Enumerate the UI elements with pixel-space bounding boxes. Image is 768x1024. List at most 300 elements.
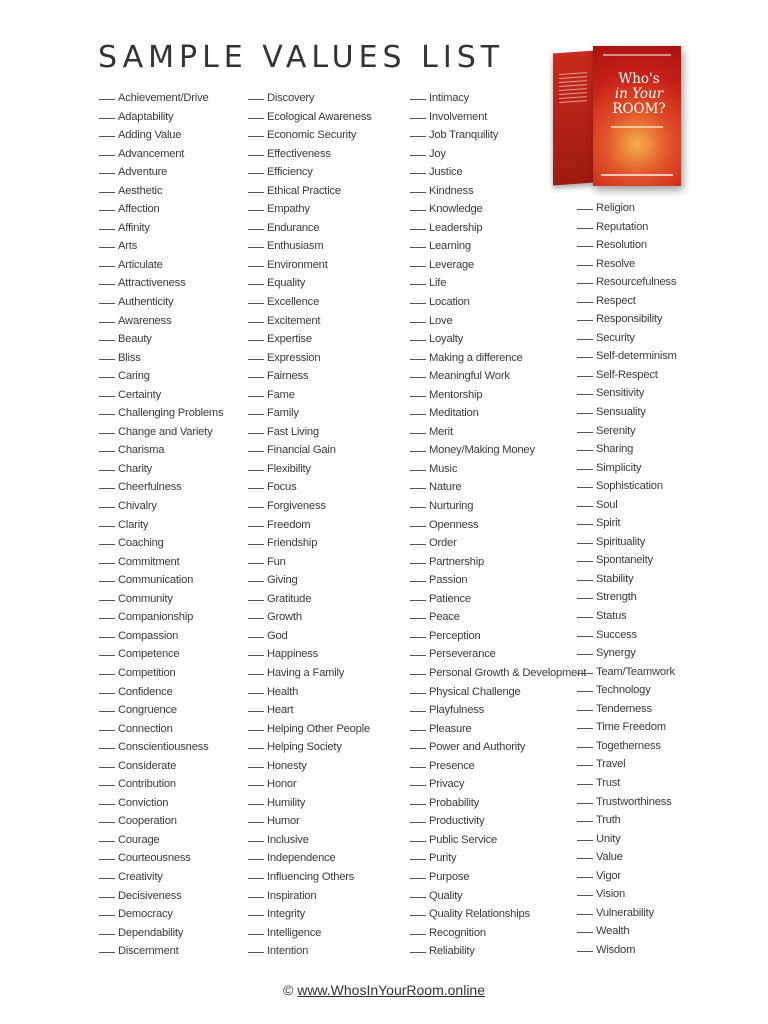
fill-in-blank[interactable]: [410, 821, 426, 823]
fill-in-blank[interactable]: [248, 432, 264, 434]
fill-in-blank[interactable]: [410, 803, 426, 805]
fill-in-blank[interactable]: [577, 560, 593, 562]
value-item: [577, 310, 677, 329]
fill-in-blank[interactable]: [99, 191, 115, 193]
value-item: [99, 645, 223, 664]
fill-in-blank[interactable]: [577, 356, 593, 358]
value-label: Creativity: [118, 870, 163, 883]
fill-in-blank[interactable]: [410, 154, 426, 156]
fill-in-blank[interactable]: [248, 580, 264, 582]
fill-in-blank[interactable]: [410, 840, 426, 842]
fill-in-blank[interactable]: [410, 450, 426, 452]
fill-in-blank[interactable]: [99, 525, 115, 527]
values-column-2: [248, 89, 372, 961]
fill-in-blank[interactable]: [248, 803, 264, 805]
value-item: [410, 534, 586, 553]
fill-in-blank[interactable]: [577, 412, 593, 414]
value-label: Religion: [596, 202, 635, 214]
fill-in-blank[interactable]: [248, 487, 264, 489]
fill-in-blank[interactable]: [248, 135, 264, 137]
fill-in-blank[interactable]: [577, 616, 593, 618]
fill-in-blank[interactable]: [248, 858, 264, 860]
fill-in-blank[interactable]: [577, 449, 593, 451]
value-item: [410, 145, 586, 164]
fill-in-blank[interactable]: [577, 709, 593, 711]
fill-in-blank[interactable]: [410, 506, 426, 508]
value-item: [99, 497, 223, 516]
fill-in-blank[interactable]: [99, 450, 115, 452]
fill-in-blank[interactable]: [99, 487, 115, 489]
value-label: Security: [596, 331, 635, 344]
fill-in-blank[interactable]: [248, 766, 264, 768]
value-label: Aesthetic: [118, 184, 163, 197]
value-item: [577, 403, 677, 422]
fill-in-blank[interactable]: [99, 599, 115, 601]
fill-in-blank[interactable]: [577, 746, 593, 748]
fill-in-blank[interactable]: [248, 729, 264, 731]
fill-in-blank[interactable]: [410, 172, 426, 174]
book-title-line: in Your: [614, 86, 664, 102]
fill-in-blank[interactable]: [248, 951, 264, 953]
fill-in-blank[interactable]: [577, 301, 593, 303]
fill-in-blank[interactable]: [248, 209, 264, 211]
value-item: [99, 404, 223, 423]
fill-in-blank[interactable]: [577, 690, 593, 692]
fill-in-blank[interactable]: [99, 710, 115, 712]
value-item: [99, 849, 223, 868]
fill-in-blank[interactable]: [410, 858, 426, 860]
value-label: Awareness: [118, 314, 172, 327]
fill-in-blank[interactable]: [248, 821, 264, 823]
value-label: Family: [267, 407, 299, 420]
value-item: [410, 219, 586, 238]
value-label: Dependability: [118, 926, 184, 939]
fill-in-blank[interactable]: [248, 302, 264, 304]
value-label: Integrity: [267, 908, 305, 921]
fill-in-blank[interactable]: [577, 227, 593, 229]
value-label: Mentorship: [429, 388, 483, 401]
value-item: [577, 848, 677, 867]
fill-in-blank[interactable]: [99, 265, 115, 267]
value-label: Discernment: [118, 945, 179, 958]
value-label: Money/Making Money: [429, 444, 535, 457]
fill-in-blank[interactable]: [248, 339, 264, 341]
value-label: Expertise: [267, 333, 312, 346]
fill-in-blank[interactable]: [410, 710, 426, 712]
fill-in-blank[interactable]: [99, 784, 115, 786]
fill-in-blank[interactable]: [577, 264, 593, 266]
fill-in-blank[interactable]: [577, 431, 593, 433]
value-item: [410, 757, 586, 776]
value-item: [577, 830, 677, 849]
value-item: [577, 718, 677, 737]
fill-in-blank[interactable]: [99, 580, 115, 582]
fill-in-blank[interactable]: [410, 246, 426, 248]
fill-in-blank[interactable]: [99, 896, 115, 898]
fill-in-blank[interactable]: [248, 617, 264, 619]
fill-in-blank[interactable]: [248, 543, 264, 545]
fill-in-blank[interactable]: [99, 246, 115, 248]
value-label: Time Freedom: [596, 721, 666, 734]
value-item: [577, 477, 677, 496]
fill-in-blank[interactable]: [99, 154, 115, 156]
fill-in-blank[interactable]: [248, 506, 264, 508]
value-item: [248, 516, 372, 535]
fill-in-blank[interactable]: [248, 599, 264, 601]
fill-in-blank[interactable]: [99, 803, 115, 805]
fill-in-blank[interactable]: [577, 913, 593, 915]
fill-in-blank[interactable]: [248, 896, 264, 898]
value-label: Tenderness: [596, 702, 652, 715]
fill-in-blank[interactable]: [248, 228, 264, 230]
fill-in-blank[interactable]: [410, 673, 426, 675]
value-label: Peace: [429, 611, 460, 624]
fill-in-blank[interactable]: [99, 673, 115, 675]
fill-in-blank[interactable]: [99, 228, 115, 230]
value-label: Spontaneity: [596, 554, 653, 567]
fill-in-blank[interactable]: [577, 783, 593, 785]
value-item: [410, 293, 586, 312]
value-item: [410, 274, 586, 293]
fill-in-blank[interactable]: [248, 395, 264, 397]
fill-in-blank[interactable]: [577, 319, 593, 321]
fill-in-blank[interactable]: [99, 302, 115, 304]
fill-in-blank[interactable]: [410, 283, 426, 285]
fill-in-blank[interactable]: [99, 358, 115, 360]
fill-in-blank[interactable]: [99, 858, 115, 860]
fill-in-blank[interactable]: [410, 413, 426, 415]
fill-in-blank[interactable]: [99, 135, 115, 137]
value-item: [410, 367, 586, 386]
fill-in-blank[interactable]: [410, 117, 426, 119]
fill-in-blank[interactable]: [99, 339, 115, 341]
fill-in-blank[interactable]: [99, 766, 115, 768]
fill-in-blank[interactable]: [410, 580, 426, 582]
value-item: [248, 145, 372, 164]
fill-in-blank[interactable]: [577, 393, 593, 395]
fill-in-blank[interactable]: [577, 894, 593, 896]
value-label: Competition: [118, 666, 176, 679]
fill-in-blank[interactable]: [577, 931, 593, 933]
value-label: Job Tranquility: [429, 129, 499, 142]
fill-in-blank[interactable]: [577, 282, 593, 284]
fill-in-blank[interactable]: [248, 654, 264, 656]
fill-in-blank[interactable]: [577, 820, 593, 822]
value-label: Inclusive: [267, 833, 309, 846]
value-item: [577, 885, 677, 904]
fill-in-blank[interactable]: [99, 395, 115, 397]
value-label: Articulate: [118, 258, 163, 271]
value-item: [577, 384, 677, 403]
fill-in-blank[interactable]: [99, 617, 115, 619]
fill-in-blank[interactable]: [248, 673, 264, 675]
fill-in-blank[interactable]: [99, 933, 115, 935]
fill-in-blank[interactable]: [410, 636, 426, 638]
fill-in-blank[interactable]: [248, 358, 264, 360]
fill-in-blank[interactable]: [410, 877, 426, 879]
fill-in-blank[interactable]: [248, 840, 264, 842]
value-label: Fast Living: [267, 425, 319, 438]
value-label: Intention: [267, 945, 309, 958]
value-item: [99, 775, 223, 794]
fill-in-blank[interactable]: [99, 321, 115, 323]
fill-in-blank[interactable]: [99, 914, 115, 916]
fill-in-blank[interactable]: [410, 135, 426, 137]
fill-in-blank[interactable]: [577, 208, 593, 210]
fill-in-blank[interactable]: [410, 914, 426, 916]
fill-in-blank[interactable]: [577, 542, 593, 544]
value-label: Certainty: [118, 388, 161, 401]
value-label: Compassion: [118, 629, 179, 642]
fill-in-blank[interactable]: [577, 523, 593, 525]
fill-in-blank[interactable]: [248, 692, 264, 694]
fill-in-blank[interactable]: [577, 653, 593, 655]
value-label: Beauty: [118, 333, 152, 346]
fill-in-blank[interactable]: [410, 98, 426, 100]
value-item: [248, 349, 372, 368]
value-label: Vision: [596, 888, 626, 901]
fill-in-blank[interactable]: [99, 877, 115, 879]
fill-in-blank[interactable]: [248, 154, 264, 156]
fill-in-blank[interactable]: [410, 933, 426, 935]
fill-in-blank[interactable]: [99, 692, 115, 694]
value-item: [410, 887, 586, 906]
value-label: Enthusiasm: [267, 240, 324, 253]
fill-in-blank[interactable]: [410, 191, 426, 193]
fill-in-blank[interactable]: [410, 432, 426, 434]
fill-in-blank[interactable]: [99, 747, 115, 749]
value-label: Conviction: [118, 796, 169, 809]
fill-in-blank[interactable]: [410, 209, 426, 211]
value-item: [248, 701, 372, 720]
fill-in-blank[interactable]: [410, 692, 426, 694]
value-item: [248, 293, 372, 312]
fill-in-blank[interactable]: [99, 283, 115, 285]
fill-in-blank[interactable]: [577, 764, 593, 766]
fill-in-blank[interactable]: [410, 376, 426, 378]
fill-in-blank[interactable]: [577, 579, 593, 581]
fill-in-blank[interactable]: [99, 543, 115, 545]
fill-in-blank[interactable]: [577, 505, 593, 507]
fill-in-blank[interactable]: [248, 450, 264, 452]
value-item: [248, 274, 372, 293]
value-item: [99, 516, 223, 535]
fill-in-blank[interactable]: [410, 265, 426, 267]
value-label: Adventure: [118, 166, 168, 179]
value-label: Loyalty: [429, 333, 464, 346]
value-label: Pleasure: [429, 722, 472, 735]
fill-in-blank[interactable]: [248, 933, 264, 935]
website-link[interactable]: www.WhosInYourRoom.online: [297, 982, 485, 998]
value-item: [410, 868, 586, 887]
fill-in-blank[interactable]: [99, 432, 115, 434]
value-item: [248, 608, 372, 627]
value-label: Discovery: [267, 92, 315, 104]
value-item: [410, 460, 586, 479]
fill-in-blank[interactable]: [410, 469, 426, 471]
value-label: Quality: [429, 889, 463, 902]
fill-in-blank[interactable]: [99, 729, 115, 731]
fill-in-blank[interactable]: [577, 468, 593, 470]
fill-in-blank[interactable]: [410, 525, 426, 527]
fill-in-blank[interactable]: [99, 376, 115, 378]
value-label: Congruence: [118, 704, 177, 717]
fill-in-blank[interactable]: [99, 562, 115, 564]
value-item: [410, 812, 586, 831]
value-label: Communication: [118, 574, 194, 587]
fill-in-blank[interactable]: [248, 265, 264, 267]
fill-in-blank[interactable]: [99, 821, 115, 823]
fill-in-blank[interactable]: [248, 321, 264, 323]
value-item: [99, 627, 223, 646]
value-label: Expression: [267, 351, 321, 364]
fill-in-blank[interactable]: [248, 562, 264, 564]
value-item: [577, 199, 677, 218]
fill-in-blank[interactable]: [577, 857, 593, 859]
fill-in-blank[interactable]: [248, 710, 264, 712]
fill-in-blank[interactable]: [99, 951, 115, 953]
copyright-symbol: ©: [282, 982, 294, 998]
value-item: [248, 89, 372, 108]
fill-in-blank[interactable]: [410, 896, 426, 898]
value-label: Flexibility: [267, 462, 311, 475]
fill-in-blank[interactable]: [577, 635, 593, 637]
value-label: Resolve: [596, 257, 636, 270]
fill-in-blank[interactable]: [248, 283, 264, 285]
fill-in-blank[interactable]: [99, 840, 115, 842]
fill-in-blank[interactable]: [577, 338, 593, 340]
value-item: [99, 108, 223, 127]
fill-in-blank[interactable]: [410, 747, 426, 749]
value-item: [248, 441, 372, 460]
value-label: Patience: [429, 592, 471, 605]
value-item: [248, 460, 372, 479]
fill-in-blank[interactable]: [577, 375, 593, 377]
fill-in-blank[interactable]: [577, 802, 593, 804]
fill-in-blank[interactable]: [577, 245, 593, 247]
fill-in-blank[interactable]: [410, 784, 426, 786]
fill-in-blank[interactable]: [410, 654, 426, 656]
fill-in-blank[interactable]: [248, 469, 264, 471]
fill-in-blank[interactable]: [99, 117, 115, 119]
value-label: Joy: [429, 147, 446, 160]
fill-in-blank[interactable]: [410, 951, 426, 953]
fill-in-blank[interactable]: [410, 395, 426, 397]
value-item: [577, 236, 677, 255]
value-item: [99, 664, 223, 683]
value-item: [248, 924, 372, 943]
fill-in-blank[interactable]: [99, 209, 115, 211]
fill-in-blank[interactable]: [410, 321, 426, 323]
fill-in-blank[interactable]: [248, 784, 264, 786]
value-item: [577, 533, 677, 552]
value-label: Contribution: [118, 778, 176, 791]
value-label: Nature: [429, 481, 462, 494]
value-label: Serenity: [596, 424, 636, 437]
fill-in-blank[interactable]: [99, 506, 115, 508]
fill-in-blank[interactable]: [410, 543, 426, 545]
fill-in-blank[interactable]: [410, 302, 426, 304]
value-label: Openness: [429, 518, 479, 531]
value-label: Chivalry: [118, 500, 157, 513]
fill-in-blank[interactable]: [248, 413, 264, 415]
value-item: [99, 386, 223, 405]
fill-in-blank[interactable]: [99, 98, 115, 100]
fill-in-blank[interactable]: [99, 172, 115, 174]
value-label: Gratitude: [267, 592, 312, 605]
fill-in-blank[interactable]: [248, 877, 264, 879]
value-item: [248, 423, 372, 442]
fill-in-blank[interactable]: [248, 914, 264, 916]
value-label: Democracy: [118, 908, 173, 921]
fill-in-blank[interactable]: [248, 117, 264, 119]
fill-in-blank[interactable]: [577, 876, 593, 878]
value-item: [410, 200, 586, 219]
value-item: [577, 941, 677, 960]
fill-in-blank[interactable]: [248, 98, 264, 100]
fill-in-blank[interactable]: [410, 339, 426, 341]
fill-in-blank[interactable]: [410, 599, 426, 601]
fill-in-blank[interactable]: [577, 950, 593, 952]
fill-in-blank[interactable]: [99, 654, 115, 656]
value-item: [99, 312, 223, 331]
value-item: [248, 645, 372, 664]
value-label: Probability: [429, 796, 480, 809]
fill-in-blank[interactable]: [99, 636, 115, 638]
value-item: [248, 775, 372, 794]
fill-in-blank[interactable]: [577, 727, 593, 729]
fill-in-blank[interactable]: [410, 766, 426, 768]
fill-in-blank[interactable]: [410, 228, 426, 230]
fill-in-blank[interactable]: [99, 413, 115, 415]
fill-in-blank[interactable]: [410, 729, 426, 731]
value-item: [99, 905, 223, 924]
value-label: Humor: [267, 815, 300, 828]
value-label: Technology: [596, 684, 651, 697]
fill-in-blank[interactable]: [577, 486, 593, 488]
value-label: Respect: [596, 294, 636, 307]
value-item: [410, 608, 586, 627]
value-label: Presence: [429, 759, 475, 772]
fill-in-blank[interactable]: [410, 487, 426, 489]
value-label: Playfulness: [429, 704, 485, 717]
value-item: [248, 312, 372, 331]
fill-in-blank[interactable]: [248, 172, 264, 174]
value-label: Giving: [267, 574, 298, 587]
fill-in-blank[interactable]: [99, 469, 115, 471]
fill-in-blank[interactable]: [410, 617, 426, 619]
value-label: Making a difference: [429, 351, 523, 364]
value-label: Order: [429, 537, 457, 550]
value-item: [577, 737, 677, 756]
fill-in-blank[interactable]: [248, 525, 264, 527]
fill-in-blank[interactable]: [248, 747, 264, 749]
value-item: [99, 460, 223, 479]
value-item: [410, 905, 586, 924]
value-item: [99, 812, 223, 831]
fill-in-blank[interactable]: [577, 839, 593, 841]
fill-in-blank[interactable]: [577, 672, 593, 674]
fill-in-blank[interactable]: [248, 636, 264, 638]
value-label: Influencing Others: [267, 870, 355, 883]
fill-in-blank[interactable]: [410, 358, 426, 360]
fill-in-blank[interactable]: [577, 597, 593, 599]
fill-in-blank[interactable]: [410, 562, 426, 564]
fill-in-blank[interactable]: [248, 191, 264, 193]
value-item: [410, 924, 586, 943]
fill-in-blank[interactable]: [248, 246, 264, 248]
fill-in-blank[interactable]: [248, 376, 264, 378]
